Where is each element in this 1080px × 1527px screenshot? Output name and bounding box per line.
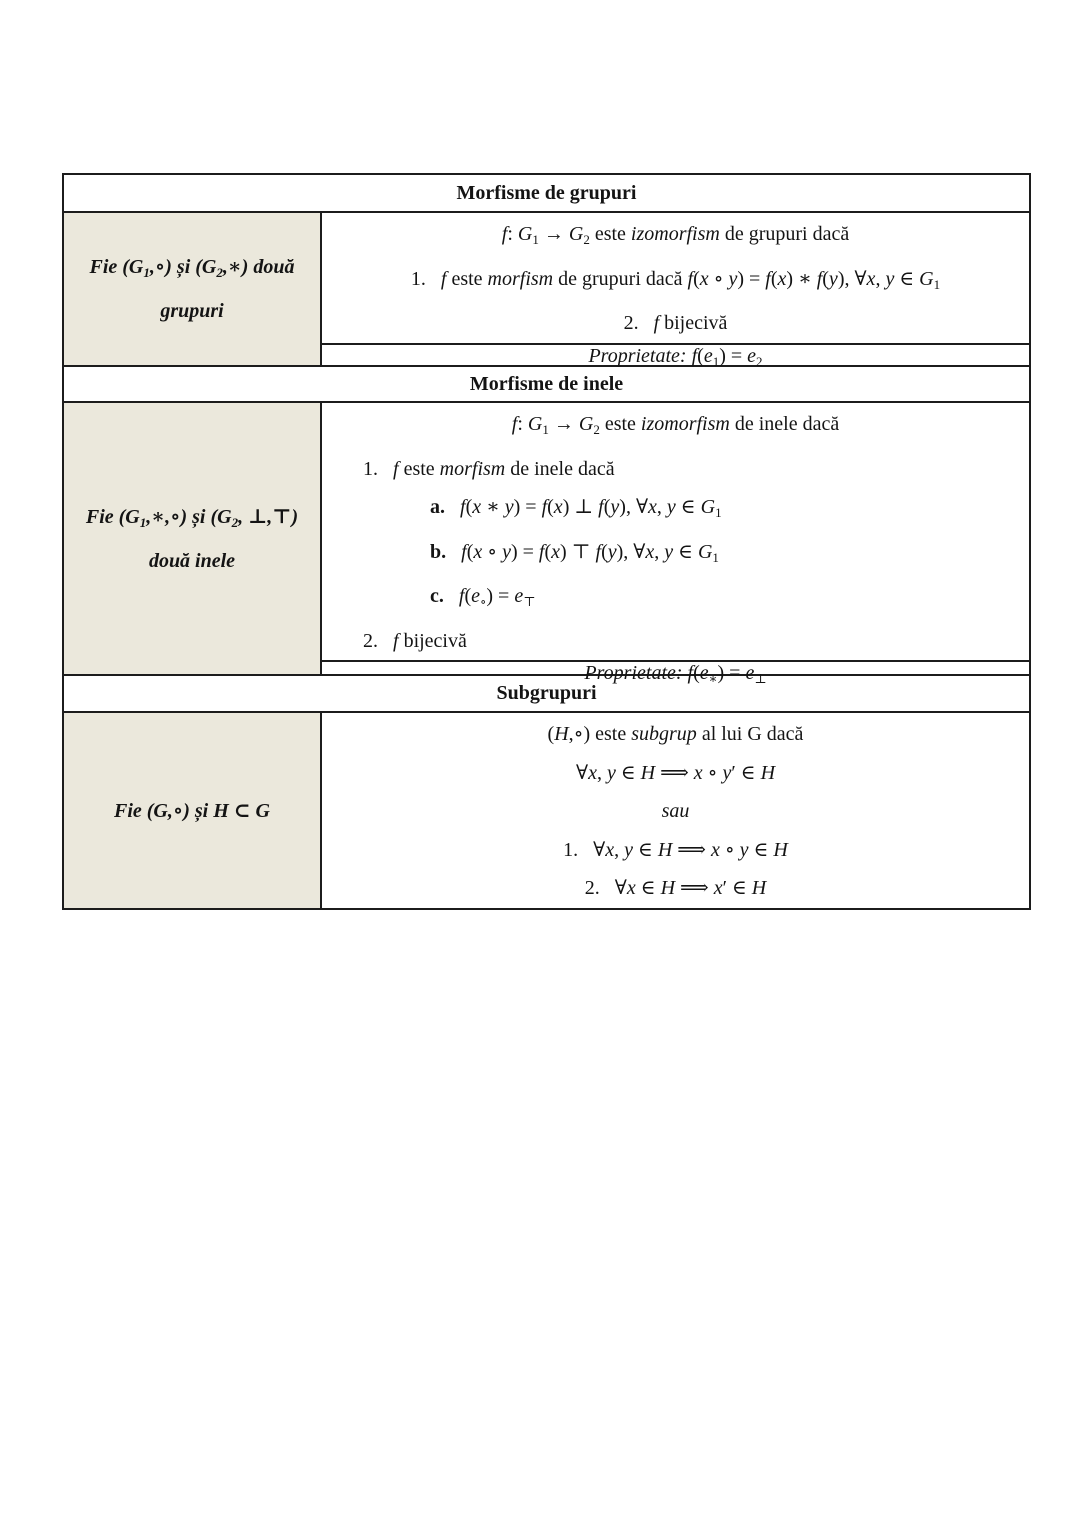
- text-segment: ), ∀: [616, 540, 646, 563]
- text-segment: 2: [231, 514, 239, 530]
- hypothesis-line: [70, 498, 314, 542]
- text-segment: 1: [532, 232, 539, 247]
- text-segment: f: [765, 267, 771, 290]
- text-segment: ,∗,∘) și (G: [146, 505, 232, 528]
- text-segment: ∈: [735, 761, 761, 784]
- text-segment: f: [501, 223, 508, 245]
- text-segment: ⟹: [672, 838, 711, 861]
- text-segment: e: [471, 585, 481, 607]
- condition-b-line: [330, 533, 1021, 578]
- text-segment: y: [885, 267, 895, 290]
- izomorfism-def-line: [330, 215, 1021, 260]
- text-segment: G: [700, 496, 716, 518]
- text-segment: (: [547, 496, 554, 518]
- text-segment: y: [722, 761, 732, 784]
- text-segment: y: [607, 540, 617, 563]
- text-segment: (: [544, 540, 552, 563]
- text-segment: (: [601, 540, 608, 563]
- text-segment: f: [393, 457, 399, 480]
- definition-content-inele: [322, 403, 1029, 660]
- text-segment: ∘: [719, 838, 740, 861]
- text-segment: ,∘) este: [568, 723, 632, 745]
- text-segment: :: [507, 223, 518, 245]
- section-header-morfisme-de-inele: Morfisme de inele: [64, 367, 1029, 403]
- text-segment: ,: [614, 838, 625, 861]
- right-cell-subgrupuri: [322, 713, 1029, 908]
- text-segment: ∀: [575, 761, 589, 784]
- text-segment: ∘: [708, 267, 729, 290]
- text-segment: H: [773, 838, 788, 861]
- text-segment: 1.: [363, 457, 393, 480]
- text-segment: H: [554, 723, 569, 745]
- text-segment: ∀: [614, 877, 627, 899]
- text-segment: grupuri: [160, 300, 224, 322]
- text-segment: H: [640, 761, 656, 784]
- text-segment: (: [466, 540, 474, 563]
- text-segment: f: [687, 267, 694, 290]
- text-segment: (: [822, 267, 829, 290]
- text-segment: x: [866, 267, 876, 290]
- text-segment: f: [595, 540, 602, 563]
- text-segment: de inele dacă: [729, 413, 840, 435]
- text-segment: f: [393, 629, 399, 652]
- text-segment: ∈: [615, 761, 641, 784]
- text-segment: ∈: [673, 540, 698, 563]
- text-segment: [446, 541, 461, 563]
- text-segment: ), ∀: [619, 496, 649, 518]
- bijectivity-condition-line: [330, 622, 1021, 661]
- text-segment: G: [527, 413, 543, 435]
- text-segment: de inele dacă: [505, 457, 615, 480]
- text-segment: ′: [722, 877, 727, 899]
- text-segment: f: [440, 267, 447, 290]
- condition-a-line: [330, 488, 1021, 533]
- text-segment: x: [693, 761, 703, 784]
- closure-inverse-line: [330, 754, 1021, 793]
- text-segment: 2: [756, 353, 763, 369]
- text-segment: ′: [731, 761, 736, 784]
- text-segment: :: [517, 413, 528, 435]
- text-segment: y: [666, 496, 676, 518]
- text-segment: G: [568, 223, 584, 245]
- text-segment: 2: [216, 265, 223, 280]
- text-segment: ) =: [719, 344, 748, 367]
- text-segment: f: [691, 344, 698, 367]
- text-segment: 1.: [563, 838, 594, 861]
- text-segment: ⊥: [754, 671, 767, 686]
- left-cell-inele: [64, 403, 322, 674]
- text-segment: subgrup: [631, 723, 697, 745]
- text-segment: f: [538, 540, 545, 563]
- text-segment: →: [538, 223, 569, 245]
- text-segment: [445, 496, 460, 518]
- text-segment: x: [710, 838, 720, 861]
- section-body-inele: [64, 403, 1029, 686]
- hypothesis-line: [70, 248, 314, 292]
- text-segment: f: [458, 585, 465, 607]
- left-cell-subgrupuri: [64, 713, 322, 908]
- text-segment: (: [693, 267, 700, 290]
- text-segment: →: [548, 413, 579, 435]
- text-segment: ) =: [717, 662, 746, 684]
- text-segment: ) ⊥: [562, 496, 599, 518]
- left-cell-grupuri: [64, 213, 322, 365]
- property-row-grupuri: [322, 343, 1029, 370]
- text-segment: (: [770, 267, 778, 290]
- text-segment: 1: [143, 265, 150, 280]
- text-segment: două inele: [148, 549, 236, 572]
- text-segment: x: [626, 877, 636, 899]
- text-segment: y: [504, 496, 514, 518]
- text-segment: izomorfism: [630, 223, 720, 245]
- text-segment: y: [828, 267, 838, 290]
- text-segment: e: [514, 585, 524, 607]
- text-segment: ) =: [513, 496, 542, 518]
- text-segment: y: [739, 838, 749, 861]
- text-segment: este: [599, 413, 641, 435]
- text-segment: este: [589, 223, 631, 245]
- text-segment: ) =: [510, 540, 539, 563]
- text-segment: ⟹: [655, 761, 694, 784]
- text-segment: ∈: [894, 267, 920, 290]
- text-segment: Fie (G,∘) și H ⊂ G: [113, 799, 270, 822]
- text-segment: G: [517, 223, 533, 245]
- text-segment: (: [697, 344, 704, 367]
- hypothesis-line: [70, 542, 314, 580]
- text-segment: G: [697, 540, 713, 563]
- section-header-subgrupuri: Subgrupuri: [64, 676, 1029, 713]
- text-segment: (: [464, 585, 472, 607]
- text-segment: (: [547, 723, 555, 745]
- text-segment: ∈: [726, 877, 752, 899]
- text-segment: ,: [654, 540, 665, 563]
- morfism-condition-line: [330, 450, 1021, 489]
- text-segment: bijecivă: [398, 629, 467, 652]
- text-segment: ∗: [708, 671, 718, 686]
- text-segment: 1: [712, 353, 720, 369]
- text-segment: sau: [661, 800, 690, 822]
- text-segment: bijecivă: [659, 312, 728, 334]
- text-segment: (: [693, 662, 700, 684]
- text-segment: c.: [430, 585, 444, 607]
- text-segment: 1: [712, 549, 719, 565]
- inverse-condition-line: [330, 869, 1021, 908]
- text-segment: e: [699, 662, 709, 684]
- text-segment: f: [460, 496, 466, 518]
- text-segment: de grupuri dacă: [719, 223, 850, 245]
- text-segment: x: [648, 496, 657, 518]
- text-segment: x: [551, 540, 561, 563]
- property-line: [588, 345, 762, 370]
- text-segment: morfism: [487, 267, 554, 290]
- text-segment: ⟹: [675, 877, 714, 899]
- text-segment: y: [606, 761, 616, 784]
- text-segment: ), ∀: [837, 267, 867, 290]
- text-segment: x: [777, 267, 787, 290]
- izomorfism-def-line: [330, 405, 1021, 450]
- text-segment: f: [461, 540, 467, 563]
- right-cell-grupuri: [322, 213, 1029, 369]
- text-segment: y: [624, 838, 634, 861]
- text-segment: Fie (G: [85, 505, 140, 528]
- section-body-subgrupuri: [64, 713, 1029, 908]
- text-segment: x: [645, 540, 655, 563]
- text-segment: ,: [875, 267, 886, 290]
- text-segment: ,∘) și (G: [149, 256, 217, 278]
- text-segment: f: [653, 312, 660, 334]
- text-segment: y: [728, 267, 738, 290]
- text-segment: x: [605, 838, 615, 861]
- text-segment: ∈: [675, 496, 701, 518]
- text-segment: ⊤: [523, 594, 536, 609]
- text-segment: f: [816, 267, 823, 290]
- text-segment: 2: [583, 232, 590, 247]
- text-segment: y: [610, 496, 620, 518]
- text-segment: x: [699, 267, 709, 290]
- morfism-condition-line: [330, 260, 1021, 305]
- definitions-table: [62, 173, 1031, 910]
- text-segment: 2.: [363, 629, 393, 652]
- text-segment: f: [511, 413, 518, 435]
- text-segment: a.: [430, 496, 445, 518]
- hypothesis-line: [70, 292, 314, 330]
- condition-c-line: [330, 577, 1021, 622]
- subgrup-def-line: [330, 715, 1021, 754]
- right-cell-inele: [322, 403, 1029, 686]
- text-segment: G: [919, 267, 934, 290]
- text-segment: ∈: [633, 838, 658, 861]
- text-segment: 1: [715, 505, 722, 520]
- text-segment: 1: [139, 514, 147, 530]
- text-segment: y: [664, 540, 674, 563]
- text-segment: ) =: [737, 267, 766, 290]
- text-segment: ∈: [748, 838, 774, 861]
- text-segment: Proprietate:: [588, 344, 692, 367]
- definition-content-subgrupuri: [322, 713, 1029, 908]
- text-segment: de grupuri dacă: [553, 267, 688, 290]
- text-segment: 1.: [410, 267, 441, 290]
- text-segment: Proprietate:: [584, 662, 688, 684]
- sau-line: [330, 792, 1021, 831]
- text-segment: 1: [933, 276, 941, 292]
- text-segment: f: [687, 662, 694, 684]
- property-line: [584, 662, 766, 687]
- text-segment: 2.: [584, 877, 615, 899]
- text-segment: ∘: [702, 761, 723, 784]
- text-segment: b.: [430, 540, 447, 563]
- text-segment: [444, 585, 459, 607]
- section-header-morfisme-de-grupuri: Morfisme de grupuri: [64, 175, 1029, 213]
- text-segment: este: [398, 457, 440, 480]
- text-segment: ∘: [482, 540, 503, 563]
- text-segment: morfism: [439, 457, 506, 480]
- text-segment: ∀: [593, 838, 606, 861]
- text-segment: ) ∗: [786, 267, 817, 290]
- text-segment: al lui G dacă: [696, 723, 804, 745]
- text-segment: ∈: [635, 877, 661, 899]
- text-segment: Fie (G: [89, 256, 144, 278]
- text-segment: x: [472, 496, 482, 518]
- definition-content-grupuri: [322, 213, 1029, 343]
- text-segment: ) =: [486, 585, 515, 607]
- text-segment: H: [657, 838, 673, 861]
- section-body-grupuri: [64, 213, 1029, 367]
- text-segment: H: [660, 877, 676, 899]
- text-segment: 1: [542, 422, 549, 437]
- text-segment: x: [473, 540, 483, 563]
- text-segment: 2.: [623, 312, 654, 334]
- bijectivity-condition-line: [330, 304, 1021, 343]
- text-segment: izomorfism: [640, 413, 730, 435]
- text-segment: ∘: [480, 594, 487, 609]
- text-segment: G: [578, 413, 594, 435]
- text-segment: x: [588, 761, 597, 784]
- text-segment: e: [747, 344, 757, 367]
- text-segment: x: [713, 877, 723, 899]
- text-segment: 2: [593, 422, 600, 437]
- text-segment: ,: [656, 496, 667, 518]
- text-segment: , ⊥,⊤): [238, 505, 299, 528]
- property-row-inele: [322, 660, 1029, 687]
- text-segment: ,: [596, 761, 607, 784]
- text-segment: este: [446, 267, 488, 290]
- text-segment: H: [760, 761, 776, 784]
- text-segment: (: [603, 496, 611, 518]
- text-segment: H: [751, 877, 767, 899]
- closure-condition-line: [330, 831, 1021, 870]
- text-segment: e: [703, 344, 713, 367]
- text-segment: (: [465, 496, 473, 518]
- hypothesis-line: [70, 792, 314, 830]
- text-segment: ,∗) două: [222, 256, 295, 278]
- text-segment: y: [502, 540, 511, 563]
- text-segment: x: [553, 496, 563, 518]
- text-segment: f: [598, 496, 604, 518]
- text-segment: ∗: [481, 496, 505, 518]
- text-segment: f: [541, 496, 548, 518]
- text-segment: ) ⊤: [560, 540, 596, 563]
- text-segment: e: [745, 662, 755, 684]
